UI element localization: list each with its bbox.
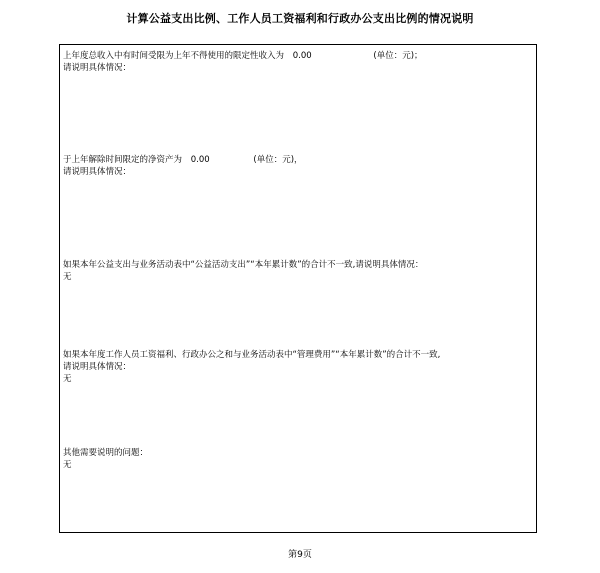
other-issues-text: 其他需要说明的问题： <box>63 448 149 458</box>
restricted-income-value: 0.00 <box>292 51 312 61</box>
admin-expense-discrepancy-answer: 无 <box>63 374 72 384</box>
restricted-income-line <box>63 51 423 62</box>
explanation-box <box>59 44 537 533</box>
admin-expense-discrepancy-text: 如果本年度工作人员工资福利、行政办公之和与业务活动表中“管理费用”“本年累计数”的合计不一致, <box>63 350 441 360</box>
released-assets-unit: (单位：元)， <box>253 155 303 165</box>
public-welfare-discrepancy-text: 如果本年公益支出与业务活动表中“公益活动支出”“本年累计数”的合计不一致,请说明具体情况： <box>63 260 424 270</box>
admin-expense-discrepancy-prompt: 请说明具体情况： <box>63 362 132 372</box>
released-assets-line <box>63 155 303 166</box>
public-welfare-discrepancy-answer: 无 <box>63 272 72 282</box>
released-assets-prompt: 请说明具体情况： <box>63 167 132 177</box>
released-assets-label: 于上年解除时间限定的净资产为 <box>63 155 183 165</box>
other-issues-answer: 无 <box>63 460 72 470</box>
restricted-income-prompt: 请说明具体情况： <box>63 63 132 73</box>
released-assets-value: 0.00 <box>190 155 210 165</box>
restricted-income-label: 上年度总收入中有时间受限为上年不得使用的限定性收入为 <box>63 51 285 61</box>
restricted-income-unit: (单位：元)； <box>373 51 423 61</box>
page-number: 第9页 <box>288 550 312 560</box>
page-title: 计算公益支出比例、工作人员工资福利和行政办公支出比例的情况说明 <box>126 12 474 25</box>
